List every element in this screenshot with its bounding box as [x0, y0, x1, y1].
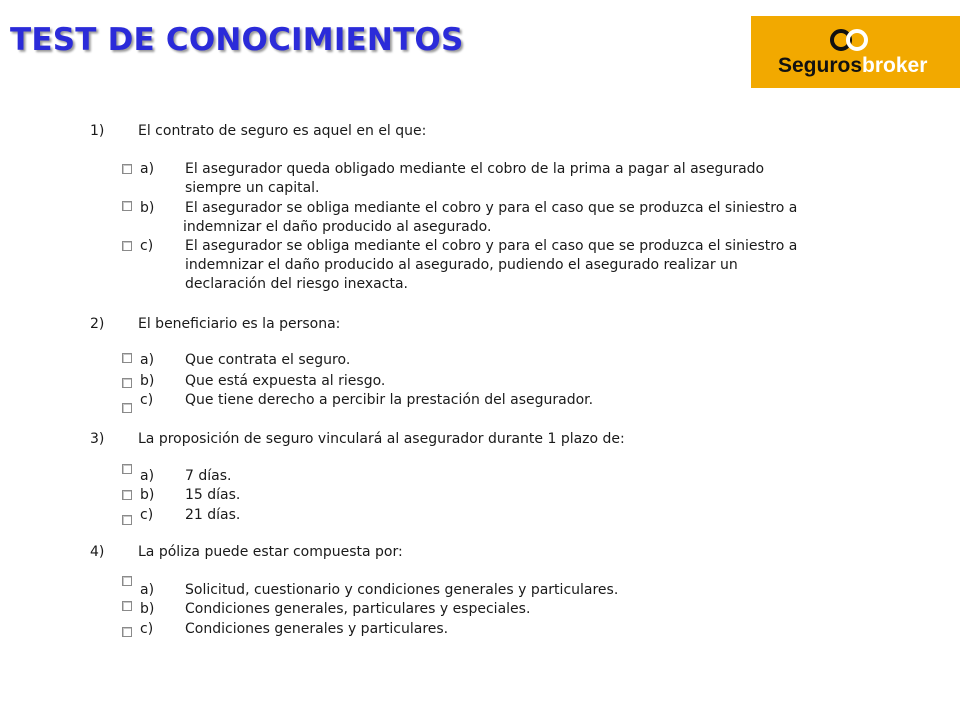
- option-label: a): [140, 468, 155, 484]
- option-label: b): [140, 373, 155, 389]
- option-checkbox-3c[interactable]: [122, 515, 132, 525]
- option-checkbox-3b[interactable]: [122, 490, 132, 500]
- logo-word-seguros: Seguros: [778, 54, 863, 77]
- option-label: c): [140, 507, 154, 523]
- question-text: La proposición de seguro vinculará al asegurador durante 1 plazo de:: [138, 431, 625, 447]
- question-text: El contrato de seguro es aquel en el que:: [138, 123, 427, 139]
- option-text: Solicitud, cuestionario y condiciones generales y particulares.: [185, 582, 619, 598]
- option-checkbox-2c[interactable]: [122, 403, 132, 413]
- question-number: 4): [90, 544, 105, 560]
- option-checkbox-4b[interactable]: [122, 601, 132, 611]
- question-number: 3): [90, 431, 105, 447]
- question-text: La póliza puede estar compuesta por:: [138, 544, 403, 560]
- option-checkbox-3a[interactable]: [122, 464, 132, 474]
- option-checkbox-1b[interactable]: [122, 201, 132, 211]
- option-label: a): [140, 161, 155, 177]
- question-number: 1): [90, 123, 105, 139]
- option-label: c): [140, 392, 154, 408]
- option-text: 15 días.: [185, 487, 241, 503]
- option-checkbox-2b[interactable]: [122, 378, 132, 388]
- page-title: TEST DE CONOCIMIENTOS: [10, 22, 464, 58]
- option-label: c): [140, 238, 154, 254]
- question-text: El beneficiario es la persona:: [138, 316, 341, 332]
- option-label: a): [140, 582, 155, 598]
- option-label: b): [140, 487, 155, 503]
- option-label: c): [140, 621, 154, 637]
- option-text: 21 días.: [185, 507, 241, 523]
- logo-word-broker: broker: [862, 54, 928, 77]
- option-text: El asegurador queda obligado mediante el cobro de la prima a pagar al asegurado siempre un capital.: [185, 161, 765, 196]
- option-label: b): [140, 200, 155, 216]
- option-text: Condiciones generales y particulares.: [185, 621, 449, 637]
- option-checkbox-4a[interactable]: [122, 576, 132, 586]
- option-checkbox-4c[interactable]: [122, 627, 132, 637]
- option-text: El asegurador se obliga mediante el cobro y para el caso que se produzca el siniestro a indemnizar el daño producido al asegurado.: [183, 200, 798, 235]
- option-text: Condiciones generales, particulares y especiales.: [185, 601, 531, 617]
- logo-wordmark: [778, 54, 927, 78]
- option-label: a): [140, 352, 155, 368]
- question-number: 2): [90, 316, 105, 332]
- option-text: El asegurador se obliga mediante el cobro y para el caso que se produzca el siniestro a indemnizar el daño producido al asegurado, pudiendo el asegurado realizar un declaración del riesgo inexacta.: [185, 238, 798, 292]
- option-checkbox-1a[interactable]: [122, 164, 132, 174]
- option-label: b): [140, 601, 155, 617]
- option-checkbox-2a[interactable]: [122, 353, 132, 363]
- option-checkbox-1c[interactable]: [122, 241, 132, 251]
- segurosbroker-logo: [751, 16, 960, 88]
- option-text: 7 días.: [185, 468, 232, 484]
- option-text: Que está expuesta al riesgo.: [185, 373, 386, 389]
- option-text: Que contrata el seguro.: [185, 352, 351, 368]
- option-text: Que tiene derecho a percibir la prestación del asegurador.: [185, 392, 594, 408]
